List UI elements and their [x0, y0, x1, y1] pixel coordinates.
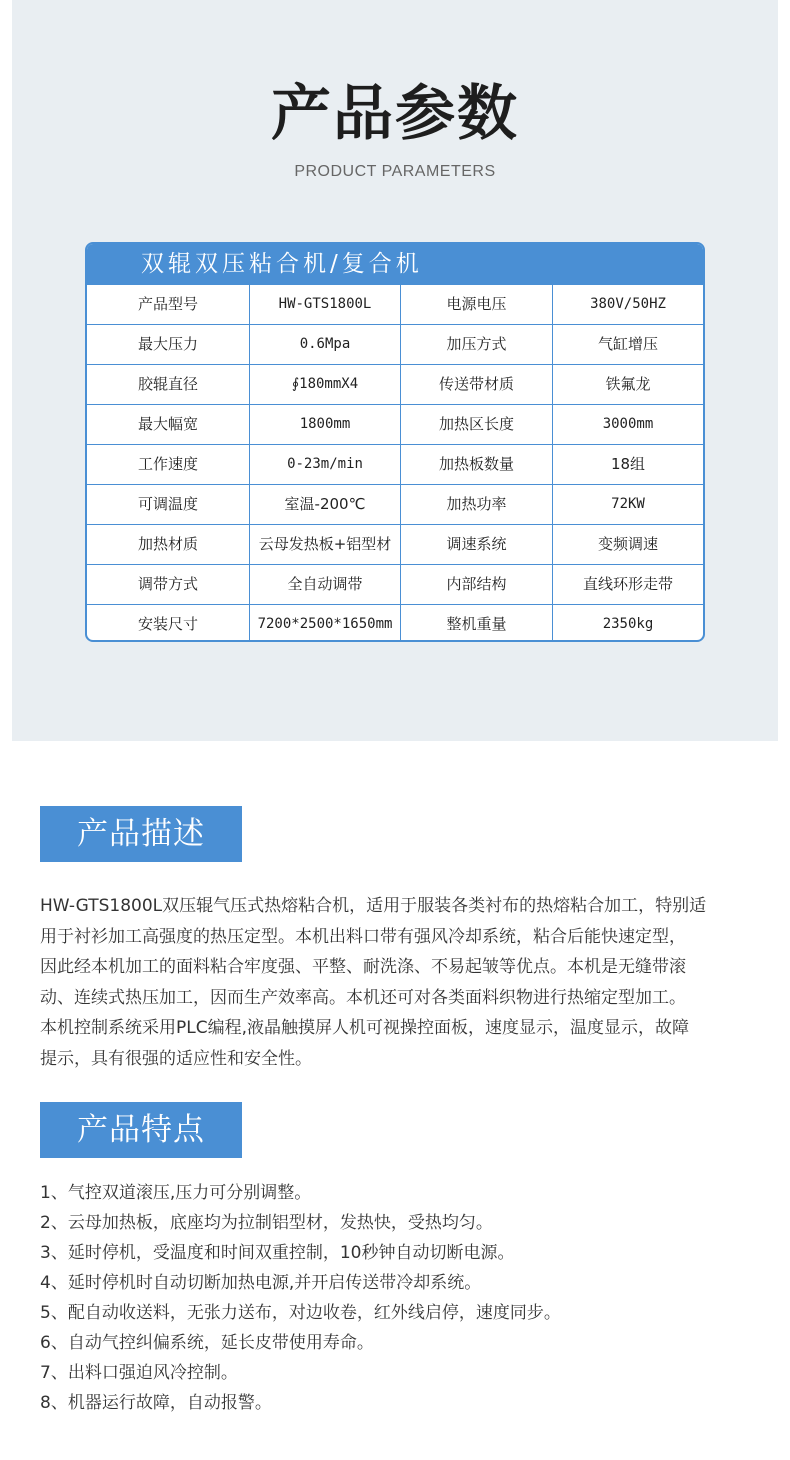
param-label: 加热板数量 [400, 445, 552, 484]
param-value: 铁氟龙 [552, 365, 703, 404]
table-row [87, 284, 703, 324]
param-value: 3000mm [552, 405, 703, 444]
description-line: 本机控制系统采用PLC编程,液晶触摸屏人机可视操控面板，速度显示，温度显示，故障 [40, 1018, 689, 1038]
param-label: 安装尺寸 [137, 615, 198, 633]
param-value: 72KW [552, 485, 703, 524]
description-line: 用于衬衫加工高强度的热压定型。本机出料口带有强风冷却系统，粘合后能快速定型， [40, 926, 686, 947]
param-label: 整机重量 [400, 605, 552, 642]
param-label: 工作速度 [137, 455, 198, 473]
param-label: 调速系统 [400, 525, 552, 564]
param-value: 气缸增压 [552, 325, 703, 364]
param-label: 调带方式 [137, 575, 198, 593]
param-value: HW-GTS1800L [249, 285, 400, 324]
param-label: 电源电压 [400, 285, 552, 324]
param-value: 2350kg [552, 605, 703, 642]
description-line: 因此经本机加工的面料粘合牢度强、平整、耐洗涤、不易起皱等优点。本机是无缝带滚 [40, 957, 686, 977]
description-heading: 产品描述 [40, 806, 242, 862]
table-row [87, 364, 703, 404]
param-value: 380V/50HZ [552, 285, 703, 324]
param-label: 可调温度 [137, 495, 198, 513]
param-label: 最大压力 [137, 335, 198, 353]
param-label: 加热区长度 [400, 405, 552, 444]
description-text [40, 891, 750, 1074]
features-list [40, 1178, 750, 1418]
param-value: 直线环形走带 [552, 565, 703, 604]
param-value: 云母发热板+铝型材 [249, 525, 400, 564]
table-row [87, 444, 703, 484]
param-label: 最大幅宽 [137, 415, 198, 433]
table-row [87, 404, 703, 444]
param-value: 0.6Mpa [249, 325, 400, 364]
table-row [87, 524, 703, 564]
description-line: HW-GTS1800L双压辊气压式热熔粘合机，适用于服装各类衬布的热熔粘合加工，特别适 [40, 896, 707, 916]
param-value: 全自动调带 [249, 565, 400, 604]
table-row [87, 324, 703, 364]
param-label: 胶辊直径 [137, 375, 198, 393]
param-value: 0-23m/min [249, 445, 400, 484]
param-value: 18组 [552, 445, 703, 484]
feature-item: 1、气控双道滚压,压力可分别调整。 [40, 1183, 312, 1203]
param-value: 变频调速 [552, 525, 703, 564]
feature-item: 2、云母加热板，底座均为拉制铝型材，发热快，受热均匀。 [40, 1213, 493, 1233]
feature-item: 4、延时停机时自动切断加热电源,并开启传送带冷却系统。 [40, 1273, 482, 1293]
param-label: 加热功率 [400, 485, 552, 524]
param-value: 室温-200℃ [249, 485, 400, 524]
page-title: 产品参数 [271, 79, 519, 149]
feature-item: 7、出料口强迫风冷控制。 [40, 1363, 238, 1383]
description-line: 动、连续式热压加工，因而生产效率高。本机还可对各类面料织物进行热缩定型加工。 [40, 987, 686, 1008]
table-body [87, 284, 703, 642]
table-row [87, 604, 703, 642]
param-value: 7200*2500*1650mm [249, 605, 400, 642]
param-label: 内部结构 [400, 565, 552, 604]
feature-item: 5、配自动收送料，无张力送布，对边收卷，红外线启停，速度同步。 [40, 1303, 561, 1323]
param-value: ∮180mmX4 [249, 365, 400, 404]
feature-item: 6、自动气控纠偏系统，延长皮带使用寿命。 [40, 1333, 374, 1353]
param-label: 加热材质 [137, 535, 198, 553]
param-label: 加压方式 [400, 325, 552, 364]
features-heading: 产品特点 [40, 1102, 242, 1158]
params-table [85, 242, 705, 642]
param-label: 传送带材质 [400, 365, 552, 404]
table-row [87, 564, 703, 604]
feature-item: 8、机器运行故障，自动报警。 [40, 1393, 272, 1413]
table-row [87, 484, 703, 524]
param-value: 1800mm [249, 405, 400, 444]
description-line: 提示，具有很强的适应性和安全性。 [40, 1048, 312, 1069]
param-label: 产品型号 [137, 295, 198, 313]
page-subtitle: PRODUCT PARAMETERS [294, 163, 496, 180]
feature-item: 3、延时停机，受温度和时间双重控制，10秒钟自动切断电源。 [40, 1243, 515, 1263]
table-title: 双辊双压粘合机/复合机 [87, 244, 703, 284]
